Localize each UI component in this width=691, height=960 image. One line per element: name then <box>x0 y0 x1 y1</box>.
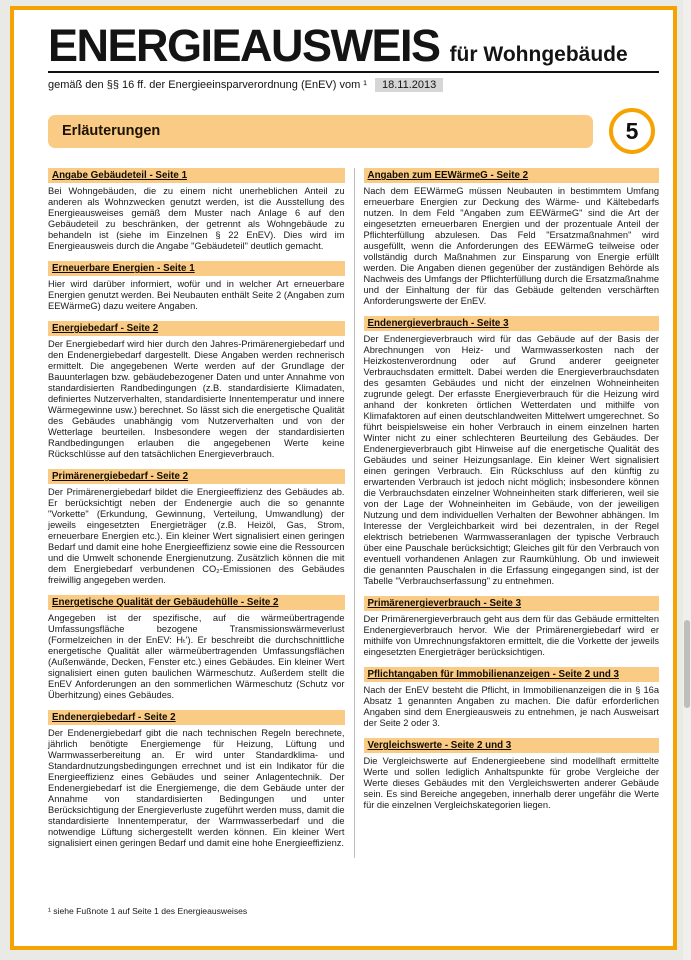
section-heading: Angaben zum EEWärmeG - Seite 2 <box>364 168 660 183</box>
section-primaerenergieverbrauch <box>364 596 660 658</box>
section-heading: Endenergieverbrauch - Seite 3 <box>364 316 660 331</box>
section-angabe-gebaeudeteil <box>48 168 345 252</box>
section-heading: Energiebedarf - Seite 2 <box>48 321 345 336</box>
section-endenergieverbrauch <box>364 316 660 587</box>
section-heading: Primärenergiebedarf - Seite 2 <box>48 469 345 484</box>
section-body: Die Vergleichswerte auf Endenergieebene sind modellhaft ermittelte Werte und sollen lediglich Anhaltspunkte für grobe Vergleiche der Werte dieses Gebäudes mit den Vergleichswerten anderer Gebäude sein. Es sind Bereiche angegeben, innerhalb derer ungefähr die Werte für die einzelnen Vergleichskategorien liegen. <box>363 756 659 811</box>
section-angaben-eewaermeg <box>364 168 660 307</box>
section-heading: Pflichtangaben für Immobilienanzeigen - Seite 2 und 3 <box>364 667 660 682</box>
document-subtitle: für Wohngebäude <box>449 43 628 66</box>
scrollbar[interactable] <box>683 0 691 960</box>
regulation-date: 18.11.2013 <box>375 78 443 92</box>
section-heading: Primärenergieverbrauch - Seite 3 <box>364 596 660 611</box>
left-column <box>48 168 354 858</box>
section-heading: Erneuerbare Energien - Seite 1 <box>48 261 345 276</box>
section-heading: Angabe Gebäudeteil - Seite 1 <box>48 168 345 183</box>
document-title: ENERGIEAUSWEIS <box>48 20 440 71</box>
section-heading: Energetische Qualität der Gebäudehülle - Seite 2 <box>48 595 345 610</box>
section-heading: Vergleichswerte - Seite 2 und 3 <box>364 738 660 753</box>
footnote: ¹ siehe Fußnote 1 auf Seite 1 des Energieausweises <box>48 906 248 916</box>
scrollbar-thumb[interactable] <box>684 620 690 708</box>
section-band-row <box>48 108 659 154</box>
section-erneuerbare-energien <box>48 261 345 312</box>
page-number-badge: 5 <box>609 108 655 154</box>
section-vergleichswerte <box>364 738 660 811</box>
section-body: Hier wird darüber informiert, wofür und in welcher Art erneuerbare Energien genutzt werden. Bei Neubauten enthält Seite 2 (Angaben zum EEWärmeG) dazu weitere Angaben. <box>48 279 345 312</box>
right-column <box>354 168 660 858</box>
law-reference-line <box>48 78 659 92</box>
section-body: Der Primärenergieverbrauch geht aus dem für das Gebäude ermittelten Endenergieverbrauch hervor. Wie der Primärenergiebedarf wird er mithilfe von Umrechnungsfaktoren ermittelt, die die Vorkette der jeweils eingesetzten Energieträger berücksichtigen. <box>363 614 659 658</box>
section-body: Bei Wohngebäuden, die zu einem nicht unerheblichen Anteil zu anderen als Wohnzwecken genutzt werden, ist die Ausstellung des Energieausweises gemäß dem Muster nach Anlage 6 auf den Gebäudeteil zu beschränken, der getrennt als Wohngebäude zu behandeln ist (siehe im Einzelnen § 22 EnEV). Dies wird im Energieausweis durch die Angabe "Gebäudeteil" deutlich gemacht. <box>48 186 345 252</box>
section-endenergiebedarf <box>48 710 345 849</box>
section-primaerenergiebedarf <box>48 469 345 586</box>
document-header <box>48 22 659 73</box>
law-reference-text: gemäß den §§ 16 ff. der Energieeinsparverordnung (EnEV) vom ¹ <box>48 79 367 92</box>
section-body: Der Endenergieverbrauch wird für das Gebäude auf der Basis der Abrechnungen von Heiz- und Warmwasserkosten nach der Heizkostenverordnung oder auf Grund anderer geeigneter Verbrauchsdaten ermittelt. Dabei werden die Energieverbrauchsdaten des gesamten Gebäudes und nicht der einzelnen Wohneinheiten zugrunde gelegt. Der erfasste Energieverbrauch für die Heizung wird anhand der konkreten örtlichen Wetterdaten und mithilfe von Klimafaktoren auf einen deutschlandweiten Mittelwert umgerechnet. So führt beispielsweise ein hoher Verbrauch in einem einzelnen harten Winter nicht zu einer schlechteren Beurteilung des Gebäudes. Der Endenergieverbrauch gibt Hinweise auf die energetische Qualität des Gebäudes und seiner Heizungsanlage. Ein kleiner Wert signalisiert einen geringen Verbrauch. Ein Rückschluss auf den künftig zu erwartenden Verbrauch ist jedoch nicht möglich; insbesondere können die Verbrauchsdaten einzelner Wohneinheiten stark differieren, weil sie von der Lage der Wohneinheiten im Gebäude, von der jeweiligen Nutzung und dem individuellen Verhalten der Bewohner abhängen. Im Interesse der Vergleichbarkeit wird bei dezentralen, in der Regel elektrisch betriebenen Warmwasseranlagen der typische Verbrauch über eine Pauschale berücksichtigt; Gleiches gilt für den Verbrauch von eventuell vorhandenen Anlagen zur Raumkühlung. Ob und inwieweit die genannten Pauschalen in die Erfassung eingegangen sind, ist der Tabelle "Verbrauchserfassung" zu entnehmen. <box>363 334 659 587</box>
section-heading: Endenergiebedarf - Seite 2 <box>48 710 345 725</box>
explanation-columns <box>48 168 659 858</box>
section-band-title: Erläuterungen <box>48 115 593 148</box>
section-body: Nach der EnEV besteht die Pflicht, in Immobilienanzeigen die in § 16a Absatz 1 genannten Angaben zu machen. Die dafür erforderlichen Angaben sind dem Energieausweis zu entnehmen, je nach Ausweisart der Seite 2 oder 3. <box>363 685 659 729</box>
section-body: Der Primärenergiebedarf bildet die Energieeffizienz des Gebäudes ab. Er berücksichtigt neben der Endenergie auch die so genannte "Vorkette" (Erkundung, Gewinnung, Verteilung, Umwandlung) der jeweils eingesetzten Energieträger (z.B. Heizöl, Gas, Strom, erneuerbare Energien etc.). Ein kleiner Wert signalisiert einen geringen Bedarf und damit eine hohe Energieeffizienz sowie eine die Ressourcen und die Umwelt schonende Energienutzung. Zusätzlich können die mit dem Energiebedarf verbundenen CO₂-Emissionen des Gebäudes freiwillig angegeben werden. <box>48 487 345 586</box>
section-body: Nach dem EEWärmeG müssen Neubauten in bestimmtem Umfang erneuerbare Energien zur Deckung des Wärme- und Kältebedarfs nutzen. In dem Feld "Angaben zum EEWärmeG" sind die Art der eingesetzten erneuerbaren Energien und der prozentuale Anteil der Pflichterfüllung abzulesen. Das Feld "Ersatzmaßnahmen" wird ausgefüllt, wenn die Anforderungen des EEWärmeG teilweise oder vollständig durch Maßnahmen zur Einsparung von Energie erfüllt werden. Die Angaben dienen gegenüber der zuständigen Behörde als Nachweis des Umfangs der Pflichterfüllung durch die Ersatzmaßnahme und der Einhaltung der für das Gebäude geltenden verschärften Anforderungswerte der EnEV. <box>363 186 659 307</box>
section-energetische-qualitaet <box>48 595 345 701</box>
section-body: Der Energiebedarf wird hier durch den Jahres-Primärenergiebedarf und den Endenergiebedarf dargestellt. Diese Angaben werden rechnerisch ermittelt. Die angegebenen Werte werden auf der Grundlage der Bauunterlagen bzw. gebäudebezogener Daten und unter Annahme von standardisierten Randbedingungen (z.B. standardisierte Klimadaten, definiertes Nutzerverhalten, standardisierte Innentemperatur und innere Wärmegewinne usw.) berechnet. So lässt sich die energetische Qualität des Gebäudes unabhängig vom Nutzerverhalten und von der Wetterlage beurteilen. Insbesondere wegen der standardisierten Randbedingungen erlauben die angegebenen Werte keine Rückschlüsse auf den tatsächlichen Energieverbrauch. <box>48 339 345 460</box>
section-body: Angegeben ist der spezifische, auf die wärmeübertragende Umfassungsfläche bezogene Transmissionswärmeverlust (Formelzeichen in der EnEV: Hₜ'). Er beschreibt die durchschnittliche energetische Qualität aller wärmeübertragenden Umfassungsflächen (Außenwände, Decken, Fenster etc.) eines Gebäudes. Ein kleiner Wert signalisiert einen guten baulichen Wärmeschutz. Außerdem stellt die EnEV Anforderungen an den sommerlichen Wärmeschutz (Schutz vor Überhitzung) eines Gebäudes. <box>48 613 345 701</box>
energieausweis-page <box>10 6 677 950</box>
section-pflichtangaben-immobilienanzeigen <box>364 667 660 729</box>
section-body: Der Endenergiebedarf gibt die nach technischen Regeln berechnete, jährlich benötigte Energiemenge für Heizung, Lüftung und Warmwasserbereitung an. Er wird unter Standardklima- und Standardnutzungsbedingungen errechnet und ist ein Indikator für die Energieeffizienz eines Gebäudes und seiner Anlagentechnik. Der Endenergiebedarf ist die Energiemenge, die dem Gebäude unter der Annahme von standardisierten Bedingungen und unter Berücksichtigung der Energieverluste zugeführt werden muss, damit die standardisierte Innentemperatur, der Warmwasserbedarf und die notwendige Lüftung sichergestellt werden können. Ein kleiner Wert signalisiert einen geringen Bedarf und damit eine hohe Energieeffizienz. <box>48 728 345 849</box>
section-energiebedarf <box>48 321 345 460</box>
